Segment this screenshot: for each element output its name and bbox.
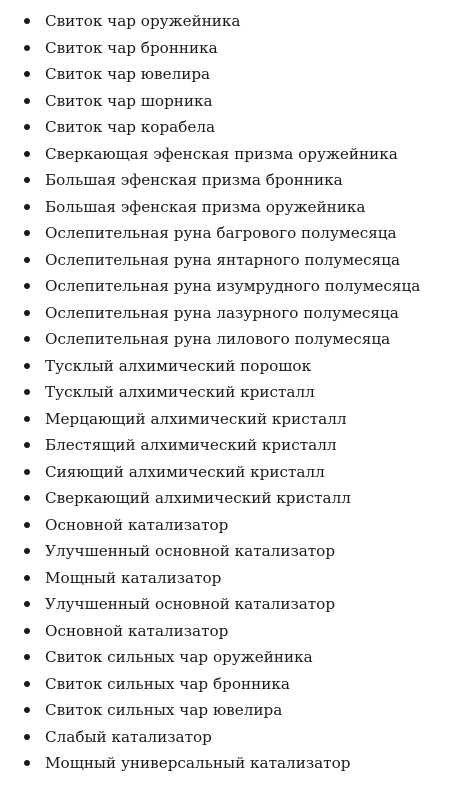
bullet-icon xyxy=(24,522,30,528)
bullet-icon xyxy=(24,310,30,316)
list-item xyxy=(0,485,468,512)
list-item-label: Улучшенный основной катализатор xyxy=(45,595,336,613)
bullet-icon xyxy=(24,98,30,104)
bullet-icon xyxy=(24,389,30,395)
list-item xyxy=(0,35,468,62)
list-item xyxy=(0,565,468,592)
list-item-label: Свиток сильных чар оружейника xyxy=(45,648,313,666)
list-item-label: Ослепительная руна изумрудного полумесяца xyxy=(45,277,421,295)
list-item xyxy=(0,644,468,671)
list-item xyxy=(0,220,468,247)
list-item xyxy=(0,697,468,724)
bullet-icon xyxy=(24,548,30,554)
bullet-icon xyxy=(24,681,30,687)
list-item xyxy=(0,326,468,353)
bullet-icon xyxy=(24,601,30,607)
list-item-label: Сияющий алхимический кристалл xyxy=(45,462,325,481)
list-item-label: Сверкающая эфенская призма оружейника xyxy=(45,144,398,163)
list-item xyxy=(0,591,468,618)
bullet-icon xyxy=(24,230,30,236)
bullet-icon xyxy=(24,416,30,422)
bullet-icon xyxy=(24,575,30,581)
bullet-icon xyxy=(24,283,30,289)
bullet-icon xyxy=(24,495,30,501)
bullet-icon xyxy=(24,257,30,263)
item-list xyxy=(0,8,468,777)
list-item xyxy=(0,141,468,168)
bullet-icon xyxy=(24,469,30,475)
list-item-label: Свиток чар оружейника xyxy=(45,12,241,30)
list-item-label: Мощный катализатор xyxy=(45,568,222,587)
bullet-icon xyxy=(24,71,30,77)
list-item-label: Большая эфенская призма бронника xyxy=(45,171,343,189)
list-item xyxy=(0,194,468,221)
list-item xyxy=(0,432,468,459)
list-item-label: Свиток чар корабела xyxy=(45,118,216,136)
list-item-label: Основной катализатор xyxy=(45,515,229,534)
list-item-label: Большая эфенская призма оружейника xyxy=(45,197,366,216)
bullet-icon xyxy=(24,124,30,130)
bullet-icon xyxy=(24,628,30,634)
list-item-label: Улучшенный основной катализатор xyxy=(45,542,336,560)
list-item xyxy=(0,247,468,274)
list-item xyxy=(0,300,468,327)
list-item xyxy=(0,618,468,645)
list-item xyxy=(0,538,468,565)
list-item-label: Ослепительная руна багрового полумесяца xyxy=(45,224,397,242)
list-item xyxy=(0,671,468,698)
list-item xyxy=(0,353,468,380)
list-item xyxy=(0,8,468,35)
list-item-label: Мощный универсальный катализатор xyxy=(45,754,351,772)
list-item-label: Свиток чар бронника xyxy=(45,38,218,57)
list-item xyxy=(0,512,468,539)
list-item-label: Свиток чар ювелира xyxy=(45,65,211,83)
list-item-label: Ослепительная руна лазурного полумесяца xyxy=(45,303,399,322)
bullet-icon xyxy=(24,442,30,448)
bullet-icon xyxy=(24,18,30,24)
list-item-label: Блестящий алхимический кристалл xyxy=(45,436,337,454)
list-item xyxy=(0,459,468,486)
list-item-label: Слабый катализатор xyxy=(45,727,212,746)
bullet-icon xyxy=(24,707,30,713)
list-item xyxy=(0,750,468,777)
list-item-label: Мерцающий алхимический кристалл xyxy=(45,409,347,428)
list-item xyxy=(0,114,468,141)
list-item xyxy=(0,379,468,406)
list-item-label: Свиток сильных чар бронника xyxy=(45,674,290,693)
bullet-icon xyxy=(24,45,30,51)
list-item xyxy=(0,724,468,751)
list-item-label: Основной катализатор xyxy=(45,621,229,640)
list-item-label: Тусклый алхимический порошок xyxy=(45,356,312,375)
bullet-icon xyxy=(24,177,30,183)
list-item xyxy=(0,406,468,433)
list-item xyxy=(0,88,468,115)
list-item-label: Тусклый алхимический кристалл xyxy=(45,383,315,401)
bullet-icon xyxy=(24,204,30,210)
list-item xyxy=(0,273,468,300)
list-item xyxy=(0,61,468,88)
list-item-label: Ослепительная руна лилового полумесяца xyxy=(45,330,391,348)
list-item-label: Свиток сильных чар ювелира xyxy=(45,701,283,719)
bullet-icon xyxy=(24,336,30,342)
bullet-icon xyxy=(24,151,30,157)
bullet-icon xyxy=(24,734,30,740)
list-item-label: Ослепительная руна янтарного полумесяца xyxy=(45,250,401,269)
bullet-icon xyxy=(24,654,30,660)
list-item-label: Свиток чар шорника xyxy=(45,91,213,110)
list-item xyxy=(0,167,468,194)
bullet-icon xyxy=(24,363,30,369)
bullet-icon xyxy=(24,760,30,766)
list-item-label: Сверкающий алхимический кристалл xyxy=(45,489,351,507)
